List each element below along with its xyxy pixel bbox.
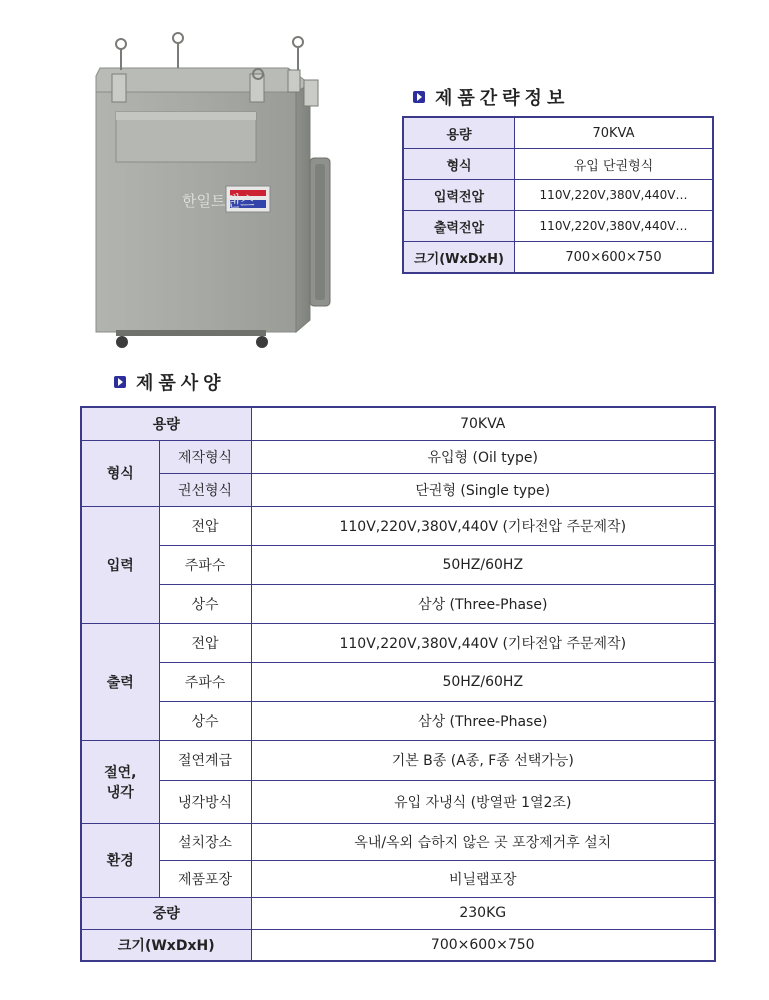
summary-title: 제품간략정보 bbox=[435, 88, 570, 109]
play-icon bbox=[413, 91, 425, 103]
summary-value: 110V,220V,380V,440V… bbox=[515, 211, 714, 242]
type-sub-label: 권선형식 bbox=[159, 473, 251, 506]
summary-value: 70KVA bbox=[515, 117, 714, 149]
output-value: 110V,220V,380V,440V (기타전압 주문제작) bbox=[251, 623, 715, 662]
specs-table bbox=[80, 406, 716, 962]
insulation-sub-label: 절연계급 bbox=[159, 740, 251, 780]
summary-row bbox=[403, 117, 713, 149]
table-row bbox=[81, 929, 715, 961]
capacity-label: 용량 bbox=[81, 407, 251, 440]
table-row bbox=[81, 473, 715, 506]
summary-label: 크기(WxDxH) bbox=[403, 242, 515, 274]
table-row bbox=[81, 506, 715, 545]
output-sub-label: 전압 bbox=[159, 623, 251, 662]
table-row bbox=[81, 897, 715, 929]
insulation-value: 유입 자냉식 (방열판 1열2조) bbox=[251, 780, 715, 823]
input-value: 50HZ/60HZ bbox=[251, 545, 715, 584]
insulation-label-line1: 절연, bbox=[104, 764, 137, 781]
table-row bbox=[81, 407, 715, 440]
weight-value: 230KG bbox=[251, 897, 715, 929]
size-label: 크기(WxDxH) bbox=[81, 929, 251, 961]
table-row bbox=[81, 440, 715, 473]
summary-row bbox=[403, 149, 713, 180]
summary-label: 입력전압 bbox=[403, 180, 515, 211]
table-row bbox=[81, 584, 715, 623]
environment-label: 환경 bbox=[81, 823, 159, 897]
specs-heading bbox=[114, 369, 226, 395]
summary-table bbox=[402, 116, 714, 274]
summary-value: 유입 단권형식 bbox=[515, 149, 714, 180]
environment-sub-label: 제품포장 bbox=[159, 860, 251, 897]
output-sub-label: 상수 bbox=[159, 701, 251, 740]
watermark-text: 한일트랜스 bbox=[182, 192, 255, 210]
summary-label: 출력전압 bbox=[403, 211, 515, 242]
product-image bbox=[82, 30, 344, 352]
summary-value: 700×600×750 bbox=[515, 242, 714, 274]
environment-value: 비닐랩포장 bbox=[251, 860, 715, 897]
table-row bbox=[81, 662, 715, 701]
table-row bbox=[81, 701, 715, 740]
input-value: 삼상 (Three-Phase) bbox=[251, 584, 715, 623]
input-sub-label: 주파수 bbox=[159, 545, 251, 584]
weight-label: 중량 bbox=[81, 897, 251, 929]
insulation-label-line2: 냉각 bbox=[106, 784, 134, 801]
insulation-sub-label: 냉각방식 bbox=[159, 780, 251, 823]
summary-row bbox=[403, 180, 713, 211]
table-row bbox=[81, 740, 715, 780]
insulation-value: 기본 B종 (A종, F종 선택가능) bbox=[251, 740, 715, 780]
specs-title: 제품사양 bbox=[136, 373, 226, 394]
summary-heading bbox=[413, 84, 569, 110]
output-label: 출력 bbox=[81, 623, 159, 740]
output-value: 50HZ/60HZ bbox=[251, 662, 715, 701]
input-label: 입력 bbox=[81, 506, 159, 623]
output-sub-label: 주파수 bbox=[159, 662, 251, 701]
output-value: 삼상 (Three-Phase) bbox=[251, 701, 715, 740]
play-icon bbox=[114, 376, 126, 388]
size-value: 700×600×750 bbox=[251, 929, 715, 961]
environment-value: 옥내/옥외 습하지 않은 곳 포장제거후 설치 bbox=[251, 823, 715, 860]
summary-label: 용량 bbox=[403, 117, 515, 149]
input-sub-label: 전압 bbox=[159, 506, 251, 545]
table-row bbox=[81, 545, 715, 584]
insulation-label bbox=[81, 740, 159, 823]
input-value: 110V,220V,380V,440V (기타전압 주문제작) bbox=[251, 506, 715, 545]
capacity-value: 70KVA bbox=[251, 407, 715, 440]
summary-row bbox=[403, 242, 713, 274]
type-value: 유입형 (Oil type) bbox=[251, 440, 715, 473]
table-row bbox=[81, 823, 715, 860]
table-row bbox=[81, 860, 715, 897]
table-row bbox=[81, 623, 715, 662]
input-sub-label: 상수 bbox=[159, 584, 251, 623]
summary-value: 110V,220V,380V,440V… bbox=[515, 180, 714, 211]
type-label: 형식 bbox=[81, 440, 159, 506]
table-row bbox=[81, 780, 715, 823]
summary-row bbox=[403, 211, 713, 242]
type-value: 단권형 (Single type) bbox=[251, 473, 715, 506]
summary-label: 형식 bbox=[403, 149, 515, 180]
environment-sub-label: 설치장소 bbox=[159, 823, 251, 860]
type-sub-label: 제작형식 bbox=[159, 440, 251, 473]
